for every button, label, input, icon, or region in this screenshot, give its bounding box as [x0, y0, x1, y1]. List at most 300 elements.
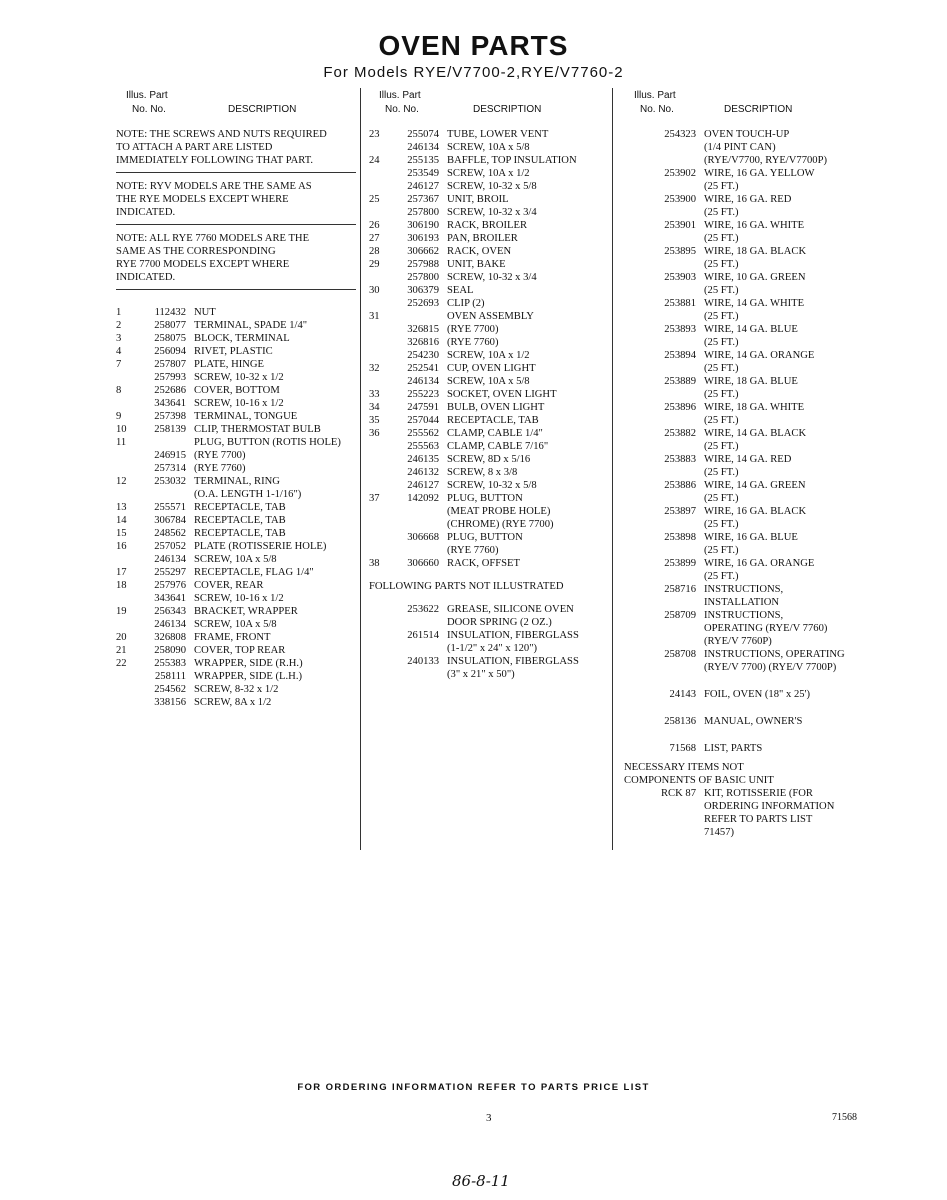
part-description: RIVET, PLASTIC	[194, 346, 273, 357]
parts-list-misc	[624, 688, 849, 755]
part-row	[116, 657, 356, 670]
part-row	[369, 544, 601, 557]
part-row	[116, 449, 356, 462]
part-row	[624, 479, 849, 492]
part-row	[624, 336, 849, 349]
part-description: INSTRUCTIONS,	[704, 584, 784, 595]
part-description: (25 FT.)	[704, 519, 739, 530]
illus-number	[369, 323, 385, 336]
illus-number	[116, 683, 132, 696]
illus-number	[369, 518, 385, 531]
part-row	[116, 696, 356, 709]
illus-number: 16	[116, 541, 127, 552]
part-description: SCREW, 10-32 x 3/4	[447, 207, 537, 218]
part-number: 253893	[664, 324, 696, 335]
part-description: KIT, ROTISSERIE (FOR	[704, 788, 813, 799]
part-row	[369, 505, 601, 518]
part-number	[624, 154, 704, 167]
illus-number: 20	[116, 632, 127, 643]
illus-number: 12	[116, 476, 127, 487]
part-number: 256343	[154, 606, 186, 617]
part-row	[624, 388, 849, 401]
part-row	[369, 414, 601, 427]
part-row	[369, 310, 601, 323]
part-row	[624, 440, 849, 453]
part-number: 246135	[407, 454, 439, 465]
illus-number	[369, 466, 385, 479]
part-row	[624, 635, 849, 648]
part-number: 257052	[154, 541, 186, 552]
part-row	[624, 414, 849, 427]
part-description: UNIT, BROIL	[447, 194, 509, 205]
part-number: 253032	[154, 476, 186, 487]
part-row	[624, 609, 849, 622]
part-number: 253901	[664, 220, 696, 231]
illus-number	[116, 371, 132, 384]
part-number: 257993	[154, 372, 186, 383]
part-number: 254230	[407, 350, 439, 361]
part-description: (25 FT.)	[704, 493, 739, 504]
illus-number	[116, 397, 132, 410]
illus-number	[116, 618, 132, 631]
part-row	[624, 362, 849, 375]
page-subtitle: For Models RYE/V7700-2,RYE/V7760-2	[323, 64, 624, 81]
part-row	[116, 670, 356, 683]
part-row	[369, 518, 601, 531]
part-number	[624, 141, 704, 154]
part-description: 71457)	[704, 827, 735, 838]
part-number: 253897	[664, 506, 696, 517]
part-number: 257800	[407, 207, 439, 218]
part-row	[116, 592, 356, 605]
part-description: ORDERING INFORMATION	[704, 801, 835, 812]
part-description: LIST, PARTS	[704, 743, 763, 754]
part-row	[369, 323, 601, 336]
note-line: IMMEDIATELY FOLLOWING THAT PART.	[116, 155, 314, 166]
part-number: 247591	[407, 402, 439, 413]
part-row	[624, 219, 849, 232]
part-description: WIRE, 16 GA. RED	[704, 194, 792, 205]
part-number: 246134	[154, 619, 186, 630]
part-description: (3" x 21" x 50")	[447, 669, 515, 680]
illus-number: 10	[116, 424, 127, 435]
part-description: WIRE, 14 GA. BLUE	[704, 324, 798, 335]
part-row	[116, 384, 356, 397]
part-row	[624, 800, 849, 813]
note-line: TO ATTACH A PART ARE LISTED	[116, 142, 273, 153]
part-row	[624, 453, 849, 466]
part-description: FRAME, FRONT	[194, 632, 271, 643]
part-number: 326816	[407, 337, 439, 348]
part-description: RACK, BROILER	[447, 220, 528, 231]
part-number: 248562	[154, 528, 186, 539]
part-description: (25 FT.)	[704, 181, 739, 192]
part-row	[116, 371, 356, 384]
part-row	[116, 358, 356, 371]
illus-number: 14	[116, 515, 127, 526]
illus-number	[116, 449, 132, 462]
part-description: WIRE, 16 GA. ORANGE	[704, 558, 815, 569]
part-number: 261514	[407, 630, 439, 641]
part-description: SCREW, 10-32 x 3/4	[447, 272, 537, 283]
page-title: OVEN PARTS	[378, 30, 569, 61]
part-number: 255571	[154, 502, 186, 513]
part-row	[369, 336, 601, 349]
part-number: 255135	[407, 155, 439, 166]
part-description: PLUG, BUTTON	[447, 532, 523, 543]
part-row	[116, 345, 356, 358]
part-number: 246127	[407, 181, 439, 192]
part-number: 246915	[154, 450, 186, 461]
note	[116, 180, 356, 225]
note-line: NOTE: THE SCREWS AND NUTS REQUIRED	[116, 129, 327, 140]
part-number: 240133	[407, 656, 439, 667]
part-row	[624, 141, 849, 154]
part-number	[624, 622, 704, 635]
illus-number: 34	[369, 402, 380, 413]
part-row	[624, 271, 849, 284]
part-description: TERMINAL, SPADE 1/4"	[194, 320, 308, 331]
part-number	[385, 505, 447, 518]
part-number: 255223	[407, 389, 439, 400]
illus-number: 36	[369, 428, 380, 439]
part-description: CLIP, THERMOSTAT BULB	[194, 424, 321, 435]
part-number: 258716	[664, 584, 696, 595]
part-number: 255074	[407, 129, 439, 140]
parts-list	[116, 306, 356, 709]
part-row	[369, 479, 601, 492]
part-number: 258077	[154, 320, 186, 331]
note-line: NOTE: ALL RYE 7760 MODELS ARE THE	[116, 233, 310, 244]
part-description: PLUG, BUTTON	[447, 493, 523, 504]
part-number	[624, 336, 704, 349]
part-row	[369, 466, 601, 479]
note-line: THE RYE MODELS EXCEPT WHERE	[116, 194, 289, 205]
column-divider	[360, 88, 361, 850]
illus-number	[369, 531, 385, 544]
part-number: 252541	[407, 363, 439, 374]
part-number: 254323	[664, 129, 696, 140]
part-row	[624, 245, 849, 258]
part-description: WIRE, 18 GA. WHITE	[704, 402, 805, 413]
part-number: 253896	[664, 402, 696, 413]
part-row	[369, 492, 601, 505]
part-row	[369, 219, 601, 232]
part-row	[116, 488, 356, 501]
part-description: (O.A. LENGTH 1-1/16")	[194, 489, 302, 500]
part-number	[385, 518, 447, 531]
part-description: (25 FT.)	[704, 363, 739, 374]
part-row	[369, 388, 601, 401]
part-description: (25 FT.)	[704, 311, 739, 322]
part-row	[624, 206, 849, 219]
part-number	[624, 284, 704, 297]
part-row	[116, 631, 356, 644]
part-row	[116, 319, 356, 332]
illus-number	[116, 553, 132, 566]
part-row	[624, 622, 849, 635]
part-row	[369, 349, 601, 362]
column-header	[116, 88, 356, 118]
part-number: 306190	[407, 220, 439, 231]
part-description: SCREW, 8-32 x 1/2	[194, 684, 279, 695]
part-row	[116, 579, 356, 592]
column-divider	[612, 88, 613, 850]
part-number	[624, 826, 704, 839]
illus-number: 26	[369, 220, 380, 231]
illus-number	[369, 505, 385, 518]
part-description: PLUG, BUTTON (ROTIS HOLE)	[194, 437, 341, 448]
part-row	[116, 527, 356, 540]
header-description: DESCRIPTION	[228, 104, 297, 115]
necessary-line: COMPONENTS OF BASIC UNIT	[624, 775, 774, 786]
part-number: 253549	[407, 168, 439, 179]
part-description: OVEN TOUCH-UP	[704, 129, 790, 140]
part-row	[624, 466, 849, 479]
part-number: 253900	[664, 194, 696, 205]
part-description: PLATE, HINGE	[194, 359, 265, 370]
illus-number	[369, 642, 385, 655]
part-description: BRACKET, WRAPPER	[194, 606, 298, 617]
part-row	[624, 323, 849, 336]
illus-number	[369, 629, 385, 642]
illus-number	[369, 167, 385, 180]
part-description: (MEAT PROBE HOLE)	[447, 506, 551, 517]
part-number: 257988	[407, 259, 439, 270]
part-description: WIRE, 14 GA. RED	[704, 454, 792, 465]
note-line: SAME AS THE CORRESPONDING	[116, 246, 276, 257]
part-number: 254562	[154, 684, 186, 695]
part-row	[624, 505, 849, 518]
part-number	[624, 661, 704, 674]
part-description: (25 FT.)	[704, 415, 739, 426]
part-row	[369, 245, 601, 258]
part-description: SEAL	[447, 285, 474, 296]
illus-number	[116, 696, 132, 709]
part-description: WIRE, 14 GA. GREEN	[704, 480, 806, 491]
illus-number	[116, 592, 132, 605]
part-description: (RYE/V7700, RYE/V7700P)	[704, 155, 828, 166]
part-number	[624, 518, 704, 531]
part-number: 24143	[669, 689, 696, 700]
part-description: GREASE, SILICONE OVEN	[447, 604, 574, 615]
part-description: INSULATION, FIBERGLASS	[447, 656, 579, 667]
part-number: 253902	[664, 168, 696, 179]
part-description: CLAMP, CABLE 7/16"	[447, 441, 549, 452]
part-row	[369, 271, 601, 284]
part-row	[369, 668, 601, 681]
part-row	[369, 141, 601, 154]
part-row	[369, 180, 601, 193]
header-description: DESCRIPTION	[473, 104, 542, 115]
parts-list	[624, 128, 849, 674]
part-description: SCREW, 8 x 3/8	[447, 467, 518, 478]
part-number	[624, 232, 704, 245]
illus-number	[369, 479, 385, 492]
part-description: WIRE, 14 GA. WHITE	[704, 298, 805, 309]
part-number	[624, 596, 704, 609]
part-description: COVER, REAR	[194, 580, 264, 591]
part-row	[624, 557, 849, 570]
part-number	[624, 258, 704, 271]
header-description: DESCRIPTION	[724, 104, 793, 115]
parts-column-1	[116, 88, 356, 709]
part-number: 246134	[407, 142, 439, 153]
part-number: 253899	[664, 558, 696, 569]
part-row	[624, 715, 849, 728]
part-number	[385, 544, 447, 557]
header-illus-part: Illus. Part	[634, 90, 676, 101]
part-description: RECEPTACLE, TAB	[194, 528, 286, 539]
illus-number: 15	[116, 528, 127, 539]
note-line: RYE 7700 MODELS EXCEPT WHERE	[116, 259, 290, 270]
part-row	[369, 557, 601, 570]
part-row	[369, 616, 601, 629]
part-description: SCREW, 10-32 x 5/8	[447, 181, 537, 192]
part-number: 246134	[154, 554, 186, 565]
part-description: WIRE, 16 GA. WHITE	[704, 220, 805, 231]
illus-number	[369, 616, 385, 629]
part-row	[116, 436, 356, 449]
part-row	[624, 258, 849, 271]
header-no: No. No.	[385, 104, 419, 115]
illus-number: 24	[369, 155, 380, 166]
part-description: CLAMP, CABLE 1/4"	[447, 428, 543, 439]
part-description: MANUAL, OWNER'S	[704, 716, 803, 727]
part-row	[369, 284, 601, 297]
part-number: 246132	[407, 467, 439, 478]
illus-number	[369, 141, 385, 154]
part-number: 71568	[669, 743, 696, 754]
part-description: SCREW, 8A x 1/2	[194, 697, 272, 708]
part-row	[116, 540, 356, 553]
illus-number: 2	[116, 320, 122, 331]
part-row	[369, 531, 601, 544]
part-description: (RYE/V 7760P)	[704, 636, 772, 647]
part-row	[369, 128, 601, 141]
part-row	[369, 206, 601, 219]
necessary-line: NECESSARY ITEMS NOT	[624, 762, 744, 773]
part-description: WIRE, 14 GA. ORANGE	[704, 350, 815, 361]
part-row	[116, 410, 356, 423]
header-no: No. No.	[640, 104, 674, 115]
illus-number: 35	[369, 415, 380, 426]
illus-number: 22	[116, 658, 127, 669]
illus-number	[369, 544, 385, 557]
part-description: WIRE, 16 GA. BLUE	[704, 532, 798, 543]
illus-number	[369, 336, 385, 349]
part-number: 142092	[407, 493, 439, 504]
part-number: 253894	[664, 350, 696, 361]
part-number	[624, 800, 704, 813]
notes-block	[116, 128, 356, 290]
part-row	[624, 232, 849, 245]
part-number: 257976	[154, 580, 186, 591]
illus-number: 11	[116, 437, 127, 448]
part-row	[624, 128, 849, 141]
illus-number: 18	[116, 580, 127, 591]
part-description: CUP, OVEN LIGHT	[447, 363, 536, 374]
part-number: 326815	[407, 324, 439, 335]
part-description: SOCKET, OVEN LIGHT	[447, 389, 557, 400]
part-row	[369, 453, 601, 466]
handwritten-note: 86-8-11	[452, 1172, 510, 1190]
part-row	[624, 583, 849, 596]
illus-number	[116, 670, 132, 683]
part-number: 246127	[407, 480, 439, 491]
part-row	[624, 492, 849, 505]
part-row	[624, 167, 849, 180]
illus-number: 19	[116, 606, 127, 617]
illus-number	[369, 206, 385, 219]
illus-number: 32	[369, 363, 380, 374]
part-row	[369, 401, 601, 414]
part-description: OPERATING (RYE/V 7760)	[704, 623, 828, 634]
note-line: INDICATED.	[116, 207, 176, 218]
part-row	[369, 655, 601, 668]
part-number: 306193	[407, 233, 439, 244]
part-description: (25 FT.)	[704, 441, 739, 452]
illus-number: 38	[369, 558, 380, 569]
page-number: 3	[486, 1112, 492, 1124]
illus-number: 17	[116, 567, 127, 578]
part-number: 253883	[664, 454, 696, 465]
part-number: 253622	[407, 604, 439, 615]
part-description: UNIT, BAKE	[447, 259, 506, 270]
part-description: INSULATION, FIBERGLASS	[447, 630, 579, 641]
part-row	[624, 661, 849, 674]
part-description: (25 FT.)	[704, 259, 739, 270]
part-description: (25 FT.)	[704, 233, 739, 244]
part-description: (25 FT.)	[704, 545, 739, 556]
illus-number	[116, 462, 132, 475]
illus-number: 25	[369, 194, 380, 205]
part-description: WIRE, 16 GA. BLACK	[704, 506, 807, 517]
part-number	[624, 492, 704, 505]
illus-number	[369, 180, 385, 193]
necessary-items-heading	[624, 761, 849, 787]
part-description: SCREW, 10-32 x 1/2	[194, 372, 284, 383]
part-number: 246134	[407, 376, 439, 387]
part-description: (RYE/V 7700) (RYE/V 7700P)	[704, 662, 837, 673]
illus-number: 1	[116, 307, 122, 318]
part-number: 253898	[664, 532, 696, 543]
part-description: BAFFLE, TOP INSULATION	[447, 155, 577, 166]
part-row	[624, 826, 849, 839]
part-row	[369, 232, 601, 245]
part-number: 112432	[154, 307, 186, 318]
illus-number	[369, 668, 385, 681]
part-row	[624, 544, 849, 557]
part-description: WIRE, 16 GA. YELLOW	[704, 168, 815, 179]
part-number: 306668	[407, 532, 439, 543]
part-number: 257800	[407, 272, 439, 283]
part-row	[369, 167, 601, 180]
part-row	[116, 475, 356, 488]
part-row	[369, 258, 601, 271]
column-header	[624, 88, 849, 118]
part-description: NUT	[194, 307, 216, 318]
part-description: (25 FT.)	[704, 571, 739, 582]
illus-number: 9	[116, 411, 122, 422]
part-row	[116, 501, 356, 514]
part-number	[624, 388, 704, 401]
illus-number	[369, 349, 385, 362]
part-description: SCREW, 10-16 x 1/2	[194, 398, 284, 409]
part-number	[624, 440, 704, 453]
illus-number	[369, 655, 385, 668]
part-description: CLIP (2)	[447, 298, 485, 309]
